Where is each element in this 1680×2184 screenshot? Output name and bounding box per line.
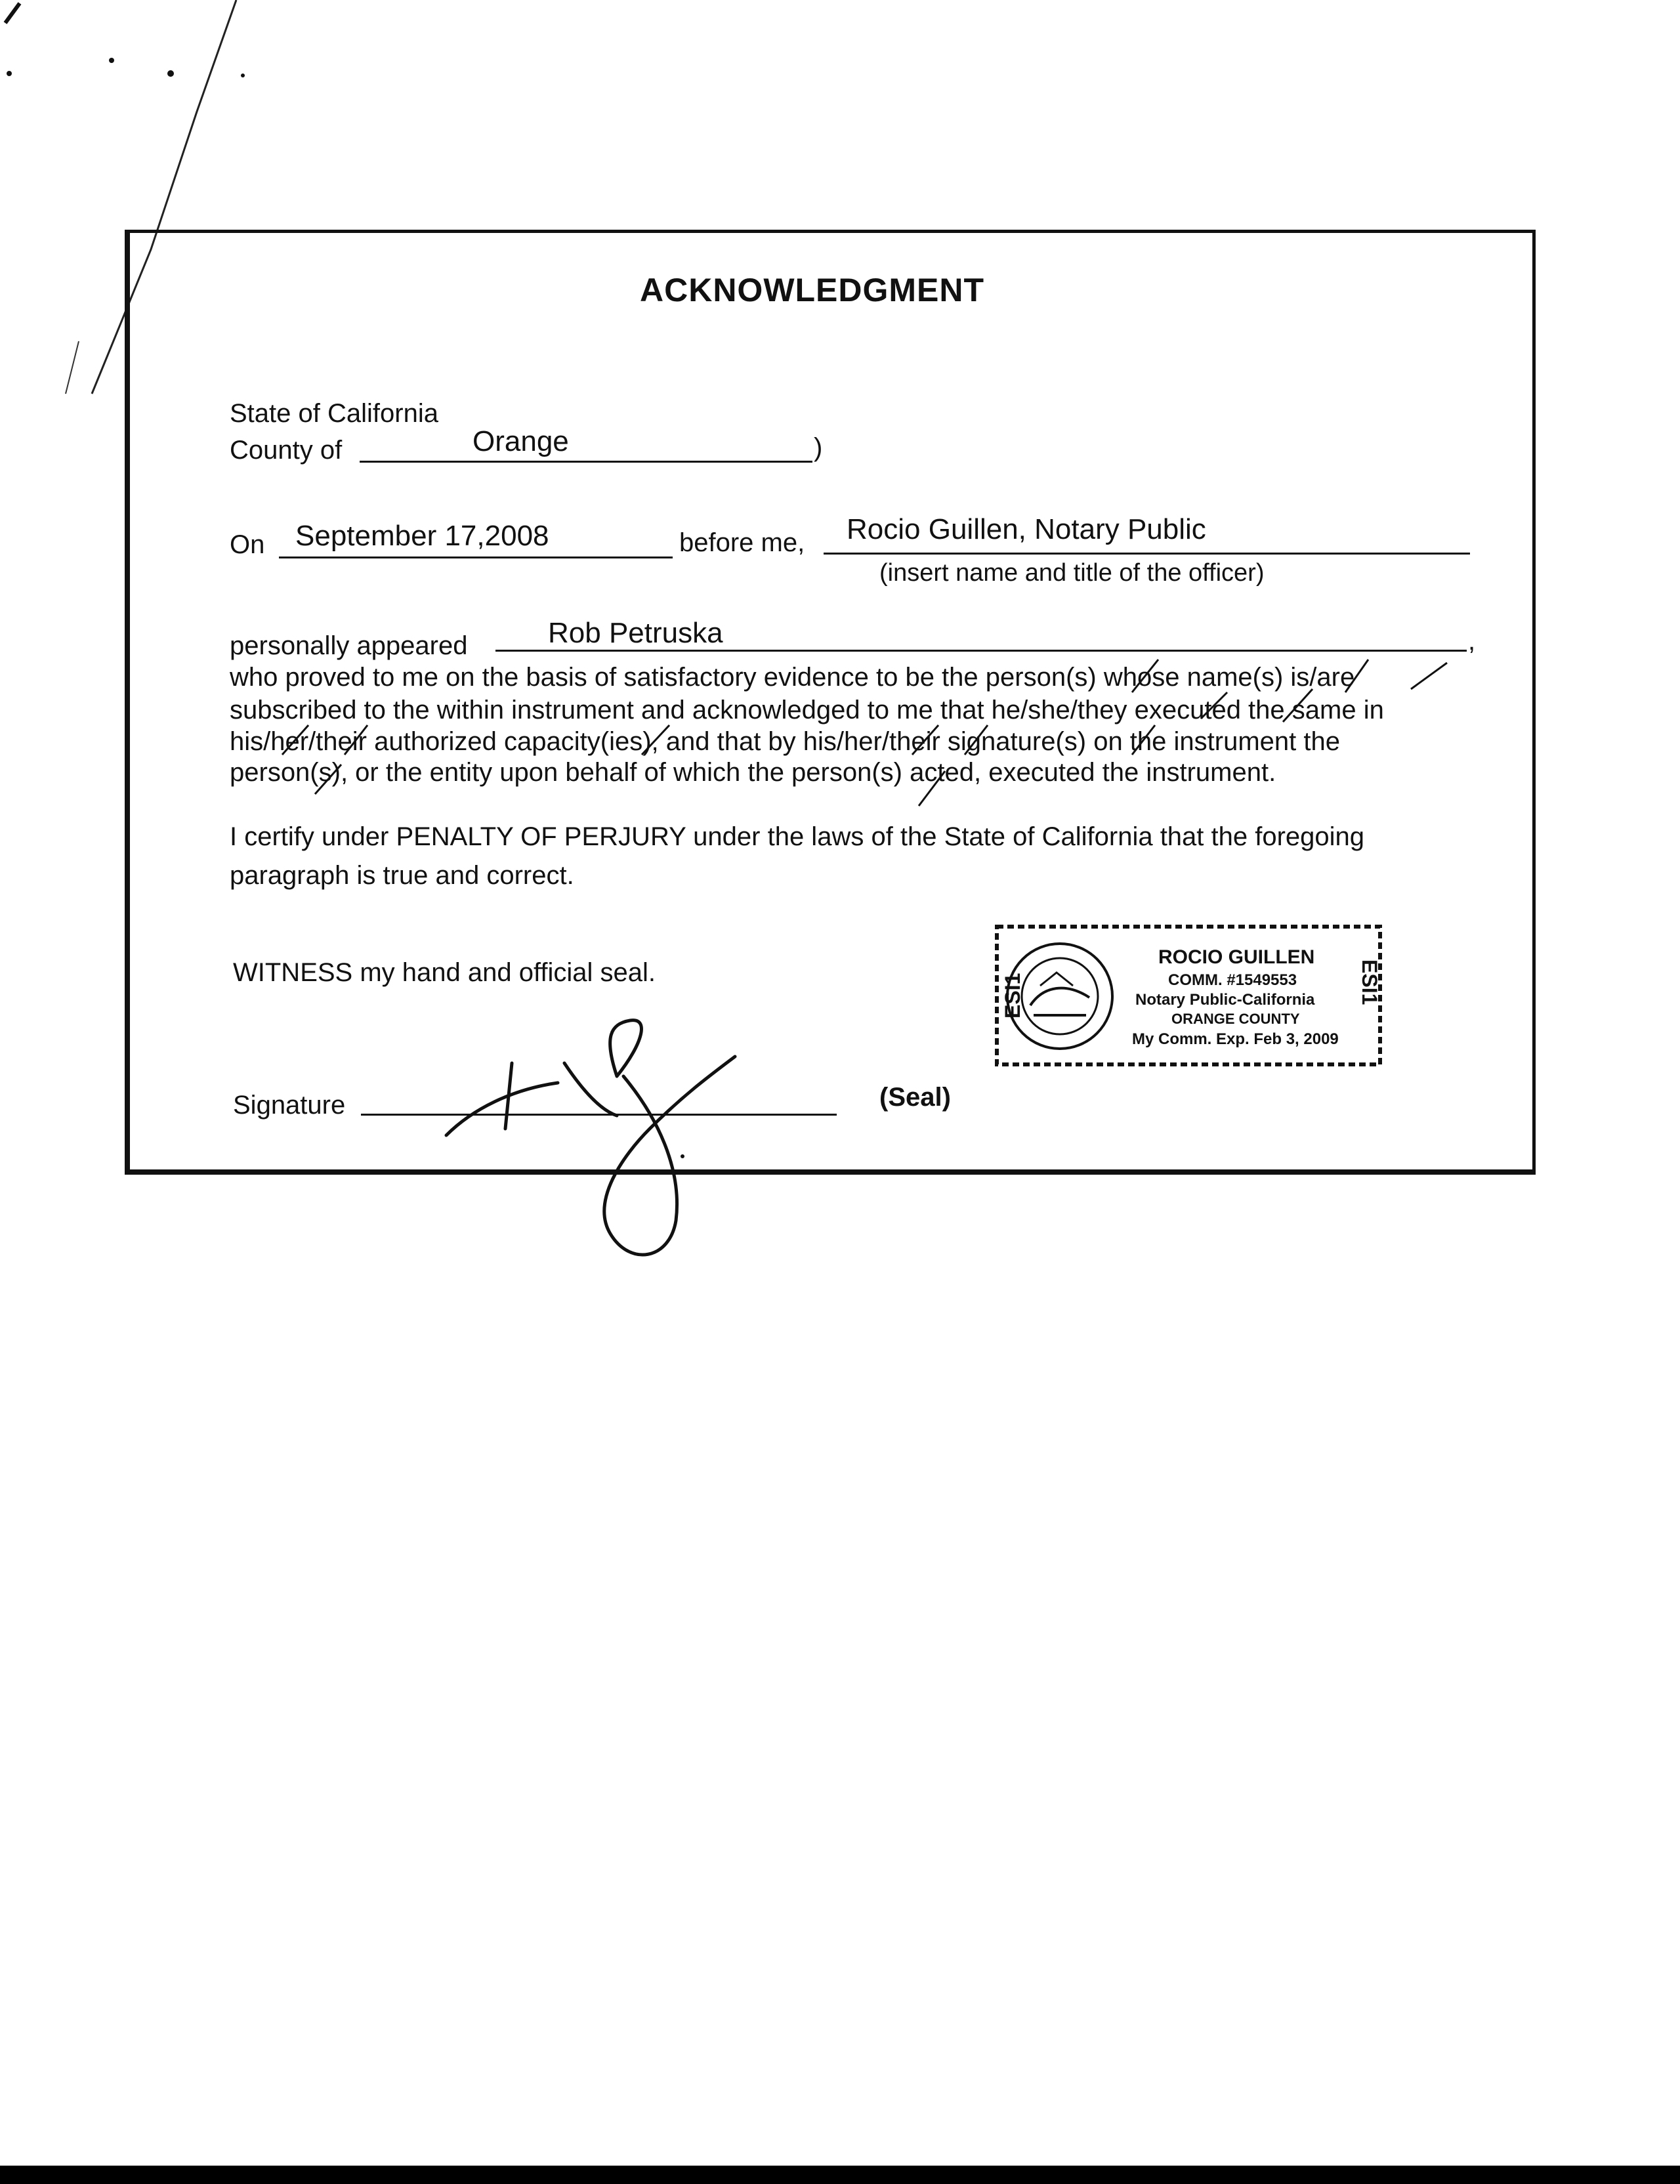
before-me-label: before me, bbox=[679, 528, 805, 557]
signature-label: Signature bbox=[233, 1091, 346, 1120]
county-label: County of bbox=[230, 436, 343, 465]
body-line-3: his/her/their authorized capacity(ies), and that by his/her/their signature(s) on the instrument the bbox=[230, 727, 1340, 756]
officer-caption: (insert name and title of the officer) bbox=[879, 559, 1265, 587]
stamp-side-left: ESI1 bbox=[1001, 973, 1024, 1018]
witness-line: WITNESS my hand and official seal. bbox=[233, 958, 656, 987]
county-paren: ) bbox=[814, 433, 823, 462]
seal-label: (Seal) bbox=[879, 1083, 951, 1112]
certify-line-1: I certify under PENALTY OF PERJURY under the laws of the State of California that the foregoing bbox=[230, 822, 1365, 851]
appeared-comma: , bbox=[1468, 627, 1476, 656]
scan-bottom-edge bbox=[0, 2166, 1680, 2184]
county-value: Orange bbox=[472, 425, 569, 457]
body-line-4: person(s), or the entity upon behalf of which the person(s) acted, executed the instrument. bbox=[230, 758, 1276, 787]
stamp-name: ROCIO GUILLEN bbox=[1158, 946, 1315, 968]
body-line-2: subscribed to the within instrument and acknowledged to me that he/she/they executed the same in bbox=[230, 696, 1384, 724]
state-line: State of California bbox=[230, 399, 438, 428]
certify-line-2: paragraph is true and correct. bbox=[230, 861, 574, 890]
appeared-label: personally appeared bbox=[230, 631, 468, 660]
stamp-expiry: My Comm. Exp. Feb 3, 2009 bbox=[1132, 1030, 1339, 1048]
officer-value: Rocio Guillen, Notary Public bbox=[847, 513, 1206, 545]
date-value: September 17,2008 bbox=[295, 520, 549, 552]
body-line-1: who proved to me on the basis of satisfactory evidence to be the person(s) whose name(s) is/are bbox=[230, 663, 1355, 692]
form-title: ACKNOWLEDGMENT bbox=[640, 272, 985, 308]
stamp-comm: COMM. #1549553 bbox=[1168, 971, 1297, 989]
stamp-side-right: ESI1 bbox=[1358, 959, 1381, 1005]
stamp-county: ORANGE COUNTY bbox=[1171, 1011, 1300, 1027]
stamp-title: Notary Public-California bbox=[1135, 991, 1315, 1009]
on-label: On bbox=[230, 530, 265, 559]
notary-stamp bbox=[994, 920, 1385, 1070]
appeared-value: Rob Petruska bbox=[548, 617, 723, 649]
